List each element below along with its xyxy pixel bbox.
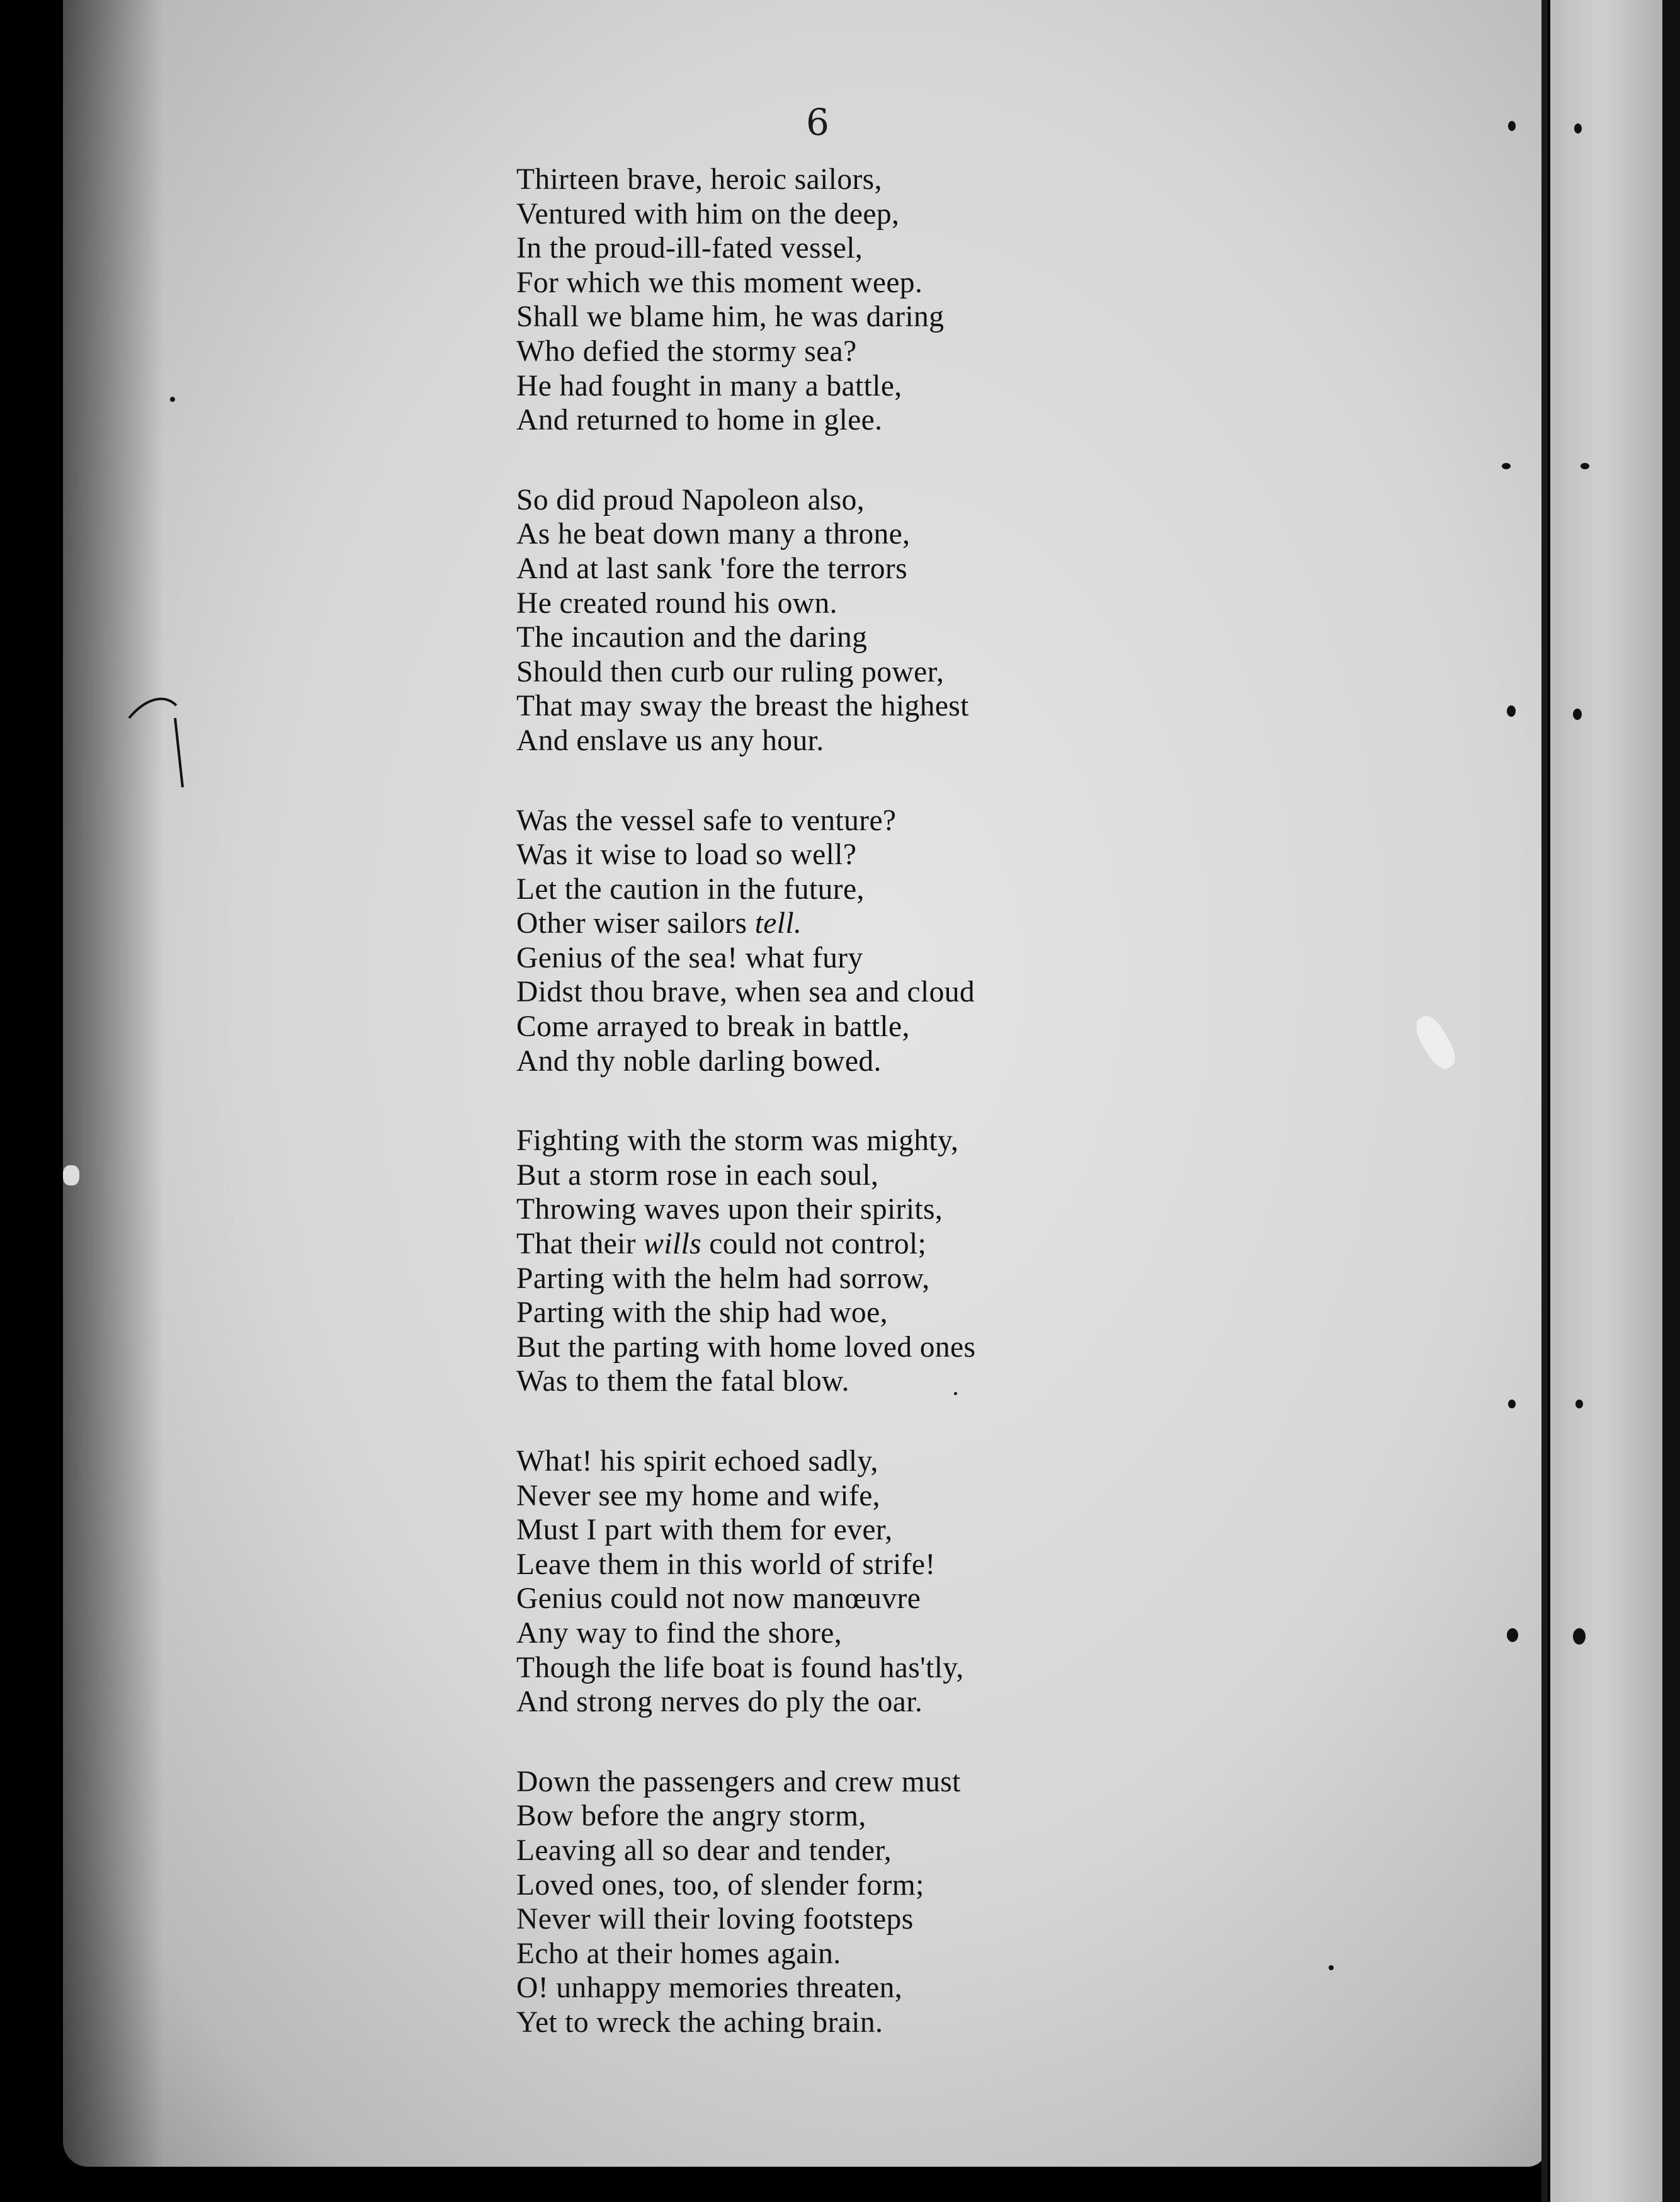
poem-line: Must I part with them for ever, xyxy=(516,1514,893,1547)
poem-line-text: That their xyxy=(516,1228,644,1261)
stanza-1 xyxy=(516,163,1549,438)
poem-line: So did proud Napoleon also, xyxy=(516,483,865,516)
poem-line: What! his spirit echoed sadly, xyxy=(516,1445,878,1478)
poem-line: Let the caution in the future, xyxy=(516,872,865,906)
pencil-mark xyxy=(126,693,201,787)
poem-line: And thy noble darling bowed. xyxy=(516,1044,882,1078)
stanza-3 xyxy=(516,804,1549,1079)
poem-line: Ventured with him on the deep, xyxy=(516,197,900,231)
poem-line: Leaving all so dear and tender, xyxy=(516,1834,892,1867)
poem-line: But the parting with home loved ones xyxy=(516,1330,976,1364)
poem-line-text: Other wiser sailors xyxy=(516,907,755,940)
poem-line: Genius of the sea! what fury xyxy=(516,941,863,974)
poem-line: Yet to wreck the aching brain. xyxy=(516,2005,883,2039)
poem-line: Though the life boat is found has'tly, xyxy=(516,1651,964,1684)
poem-line: Echo at their homes again. xyxy=(516,1937,841,1970)
poem-line: Bow before the angry storm, xyxy=(516,1800,866,1833)
poem-line: And strong nerves do ply the oar. xyxy=(516,1686,923,1719)
poem-line: O! unhappy memories threaten, xyxy=(516,1971,903,2005)
poem-line: In the proud-ill-fated vessel, xyxy=(516,232,863,265)
poem-line: Was to them the fatal blow. xyxy=(516,1365,849,1398)
poem-line-tail: could not control; xyxy=(701,1228,927,1261)
poem-line: But a storm rose in each soul, xyxy=(516,1158,879,1192)
poem-line: Leave them in this world of strife! xyxy=(516,1548,936,1581)
poem-line: Fighting with the storm was mighty, xyxy=(516,1124,959,1158)
poem-line: Shall we blame him, he was daring xyxy=(516,300,945,334)
poem-line: Parting with the ship had woe, xyxy=(516,1296,888,1330)
poem-line: He had fought in many a battle, xyxy=(516,369,902,402)
poem-line: Never will their loving footsteps xyxy=(516,1903,914,1936)
binding-hole-mark xyxy=(1573,1628,1586,1645)
poem-line: That may sway the breast the highest xyxy=(516,690,969,723)
poem-line: Any way to find the shore, xyxy=(516,1616,842,1650)
italic-word: wills xyxy=(644,1228,702,1261)
poem-line: And at last sank 'fore the terrors xyxy=(516,552,907,585)
poem-line: He created round his own. xyxy=(516,586,837,620)
poem-line: Come arrayed to break in battle, xyxy=(516,1010,910,1044)
binding-hole-mark xyxy=(1575,1400,1583,1408)
poem-line xyxy=(516,1227,1549,1262)
poem-line: Thirteen brave, heroic sailors, xyxy=(516,163,882,196)
binding-hole-mark xyxy=(1573,709,1582,720)
poem-line: Throwing waves upon their spirits, xyxy=(516,1193,943,1226)
stanza-5 xyxy=(516,1444,1549,1720)
italic-word: tell. xyxy=(754,907,802,940)
poem-line: And enslave us any hour. xyxy=(516,724,824,757)
stanza-6 xyxy=(516,1765,1549,2040)
facing-page-edge xyxy=(1550,0,1680,2202)
binding-hole-mark xyxy=(1574,123,1582,134)
paper-stain xyxy=(63,1165,79,1185)
poem-line: Was the vessel safe to venture? xyxy=(516,804,897,837)
ink-speck xyxy=(170,397,175,402)
poem-line: Should then curb our ruling power, xyxy=(516,655,945,688)
poem-line: Was it wise to load so well? xyxy=(516,838,857,872)
poem-line: For which we this moment weep. xyxy=(516,266,923,299)
poem-line: Never see my home and wife, xyxy=(516,1479,880,1512)
poem xyxy=(516,163,1549,2085)
poem-line: Down the passengers and crew must xyxy=(516,1765,961,1798)
poem-line xyxy=(516,906,1549,941)
poem-line: Who defied the stormy sea? xyxy=(516,334,857,368)
poem-line: Didst thou brave, when sea and cloud xyxy=(516,976,975,1009)
poem-line: Loved ones, too, of slender form; xyxy=(516,1868,924,1902)
poem-line: As he beat down many a throne, xyxy=(516,518,911,551)
poem-line: Parting with the helm had sorrow, xyxy=(516,1262,930,1295)
stanza-4 xyxy=(516,1124,1549,1399)
poem-line: And returned to home in glee. xyxy=(516,404,883,437)
facing-page-border xyxy=(1662,0,1680,2202)
stanza-2 xyxy=(516,483,1549,758)
poem-line: The incaution and the daring xyxy=(516,621,868,654)
binding-hole-mark xyxy=(1508,121,1516,131)
poem-line: Genius could not now manœuvre xyxy=(516,1582,921,1616)
page-edge-shadow xyxy=(63,0,164,2167)
page-number: 6 xyxy=(806,101,829,144)
binding-hole-mark xyxy=(1581,463,1589,469)
